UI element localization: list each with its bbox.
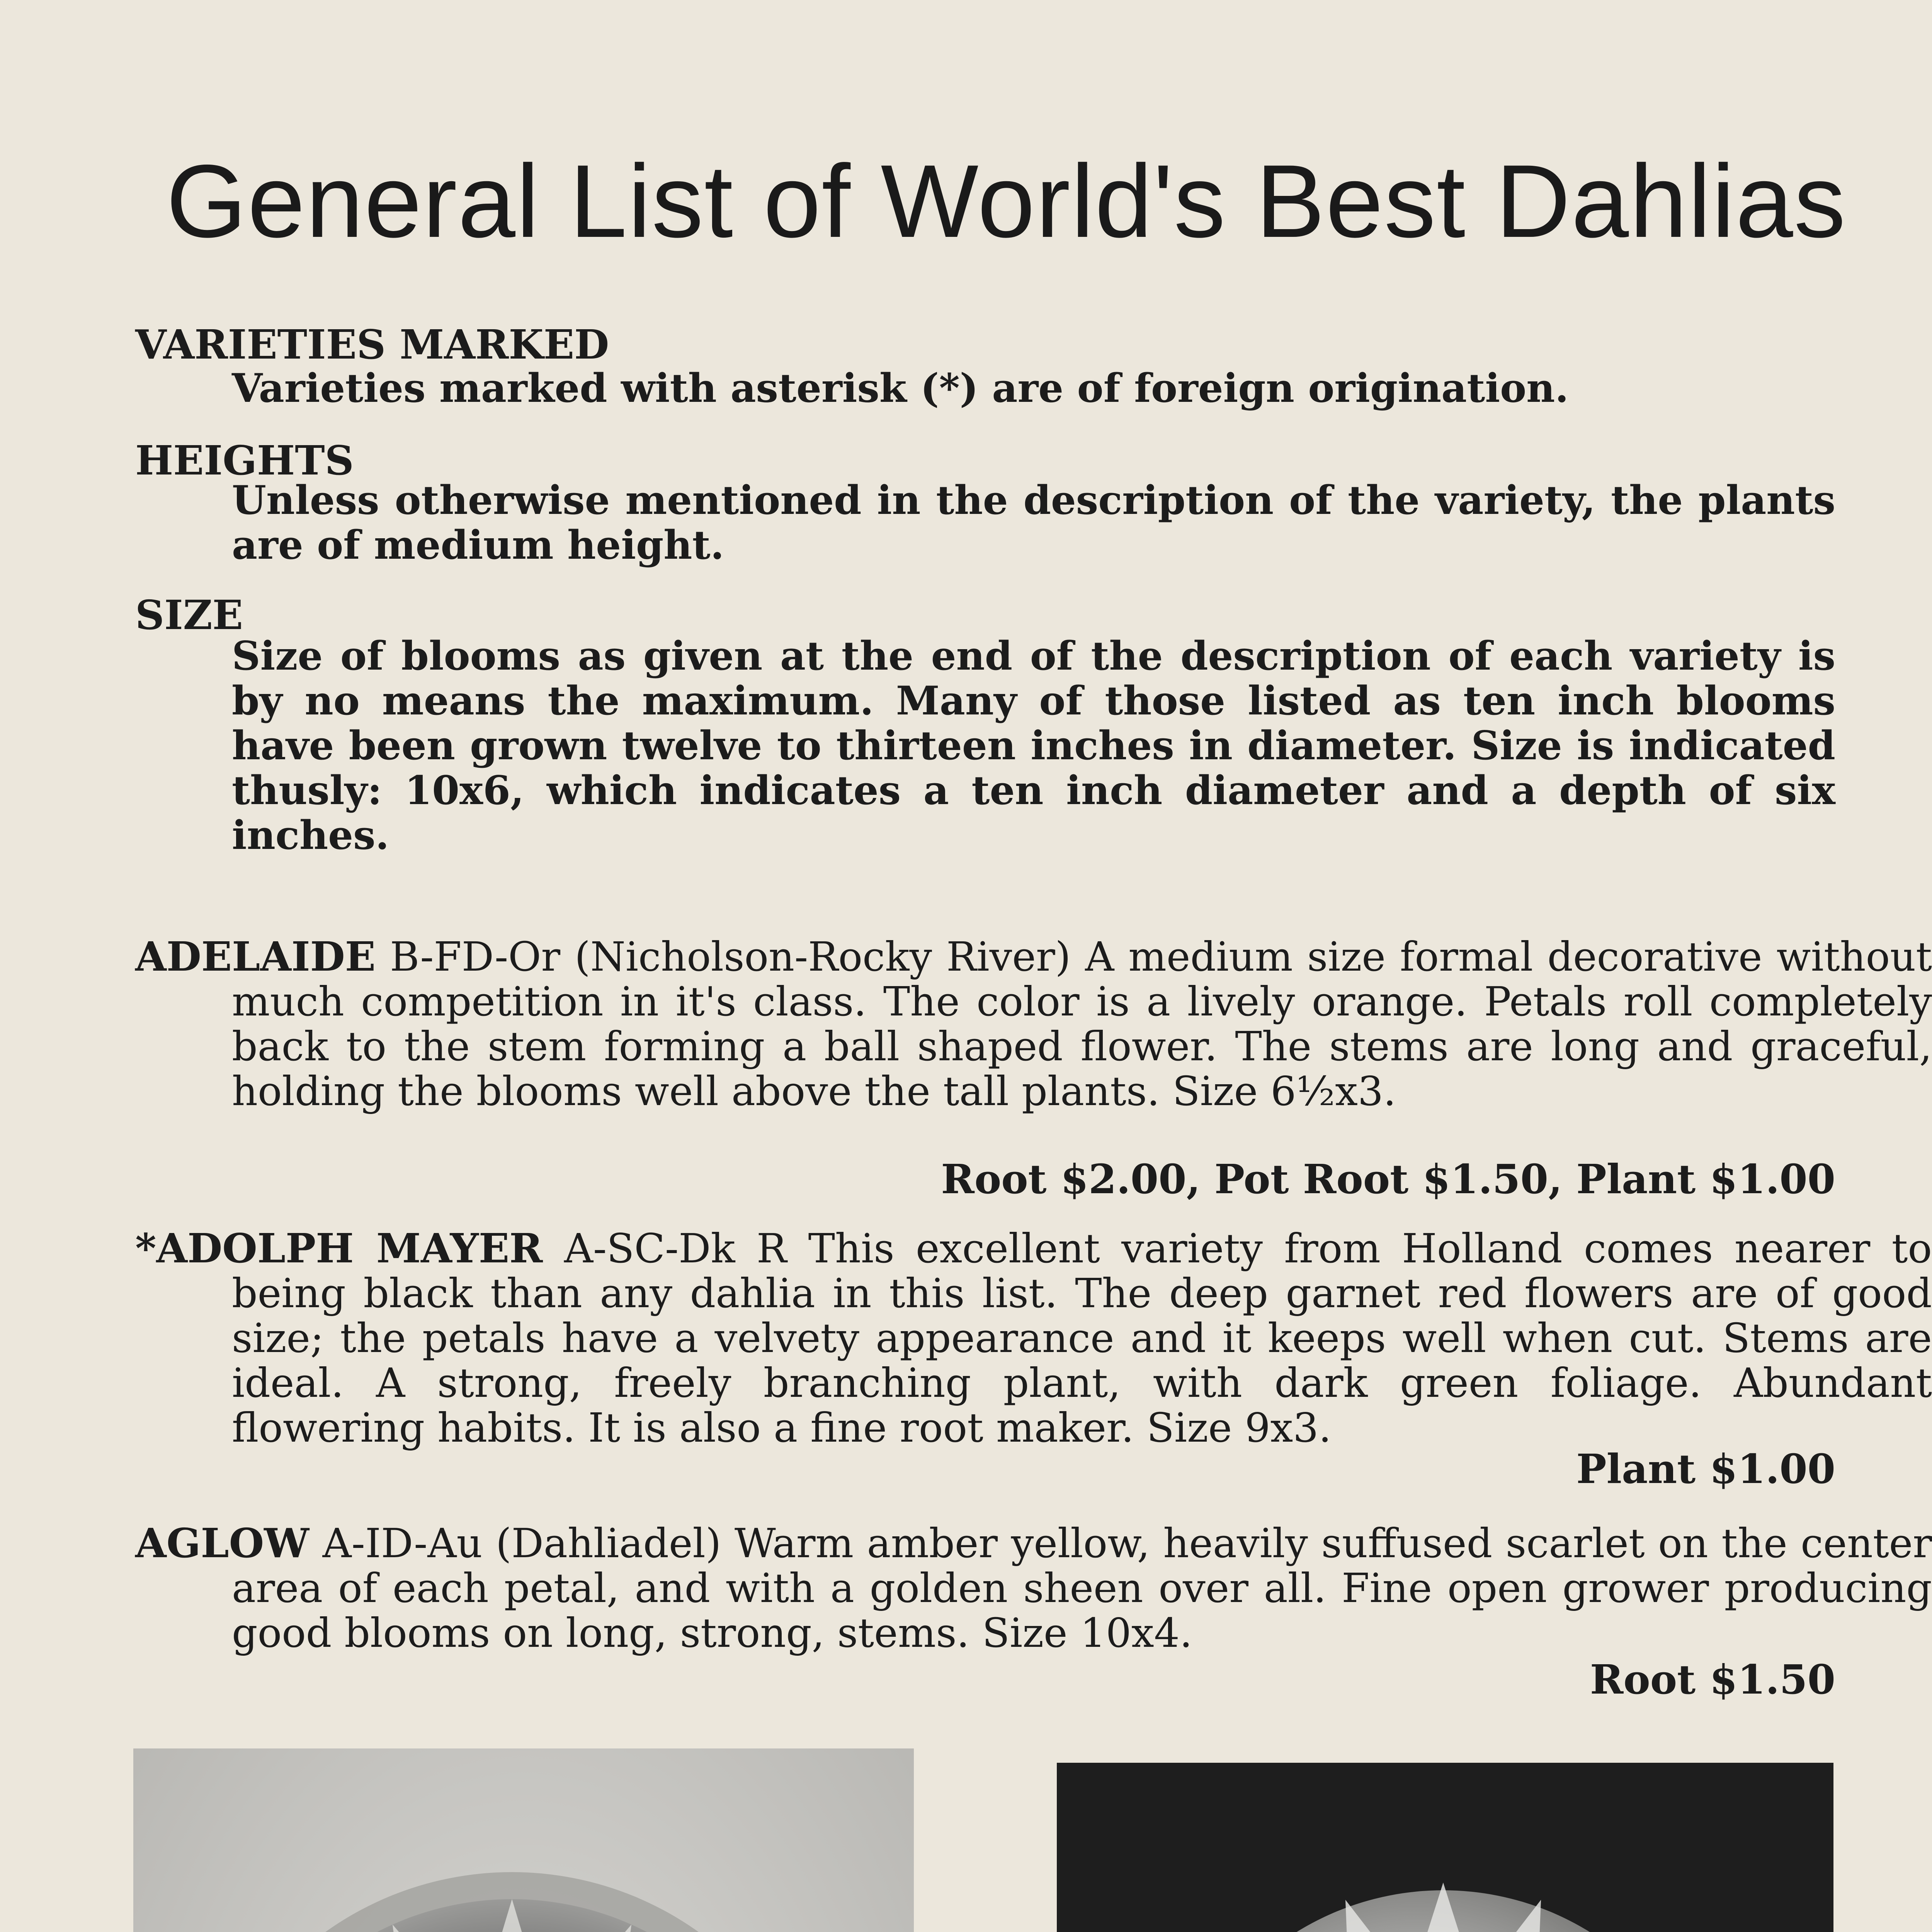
variety-description: A-ID-Au (Dahliadel) Warm amber yellow, heavily suffused scarlet on the center area of each petal, and with a golden sheen over all. Fine open grower producing good blooms on long, strong, stems. Size 10x4.	[232, 1520, 1932, 1656]
adelaide-photo	[133, 1748, 914, 1932]
heights-text: Unless otherwise mentioned in the description of the variety, the plants are of medium height.	[232, 477, 1835, 568]
variety-price-adelaide: Root $2.00, Pot Root $1.50, Plant $1.00	[941, 1155, 1835, 1203]
varieties-marked-heading: VARIETIES MARKED	[135, 321, 609, 368]
size-heading: SIZE	[135, 591, 243, 639]
variety-name: AGLOW	[135, 1519, 310, 1567]
variety-description: A-SC-Dk R This excellent variety from Holland comes nearer to being black than any dahlia in this list. The deep garnet red flowers are of good size; the petals have a velvety appearance and it keeps well when cut. Stems are ideal. A strong, freely branching plant, with dark green foliage. Abundant flowering habits. It is also a fine root maker. Size 9x3.	[232, 1225, 1932, 1451]
page-title: General List of World's Best Dahlias	[166, 143, 1847, 259]
variety-price-adolph-mayer: Plant $1.00	[1576, 1445, 1835, 1493]
variety-name: *ADOLPH MAYER	[135, 1225, 543, 1272]
variety-price-aglow: Root $1.50	[1590, 1656, 1835, 1703]
variety-name: ADELAIDE	[135, 933, 376, 980]
size-text: Size of blooms as given at the end of the description of each variety is by no means the maximum. Many of those listed as ten inch blooms have been grown twelve to thirteen inches in diameter. Size is indicated thusly: 10x6, which indicates a ten inch diameter and a depth of six inches.	[232, 633, 1835, 859]
variety-description: B-FD-Or (Nicholson-Rocky River) A medium size formal decorative without much competition in it's class. The color is a lively orange. Petals roll completely back to the stem forming a ball shaped flower. The stems are long and graceful, holding the blooms well above the tall plants. Size 6½x3.	[232, 933, 1932, 1115]
heights-heading: HEIGHTS	[135, 437, 354, 484]
variety-entry-adelaide	[135, 934, 1932, 1114]
variety-entry-aglow	[135, 1521, 1932, 1655]
alice-may-photo	[1057, 1763, 1833, 1932]
varieties-marked-text: Varieties marked with asterisk (*) are of foreign origination.	[232, 365, 1569, 412]
variety-entry-adolph-mayer	[135, 1226, 1932, 1450]
